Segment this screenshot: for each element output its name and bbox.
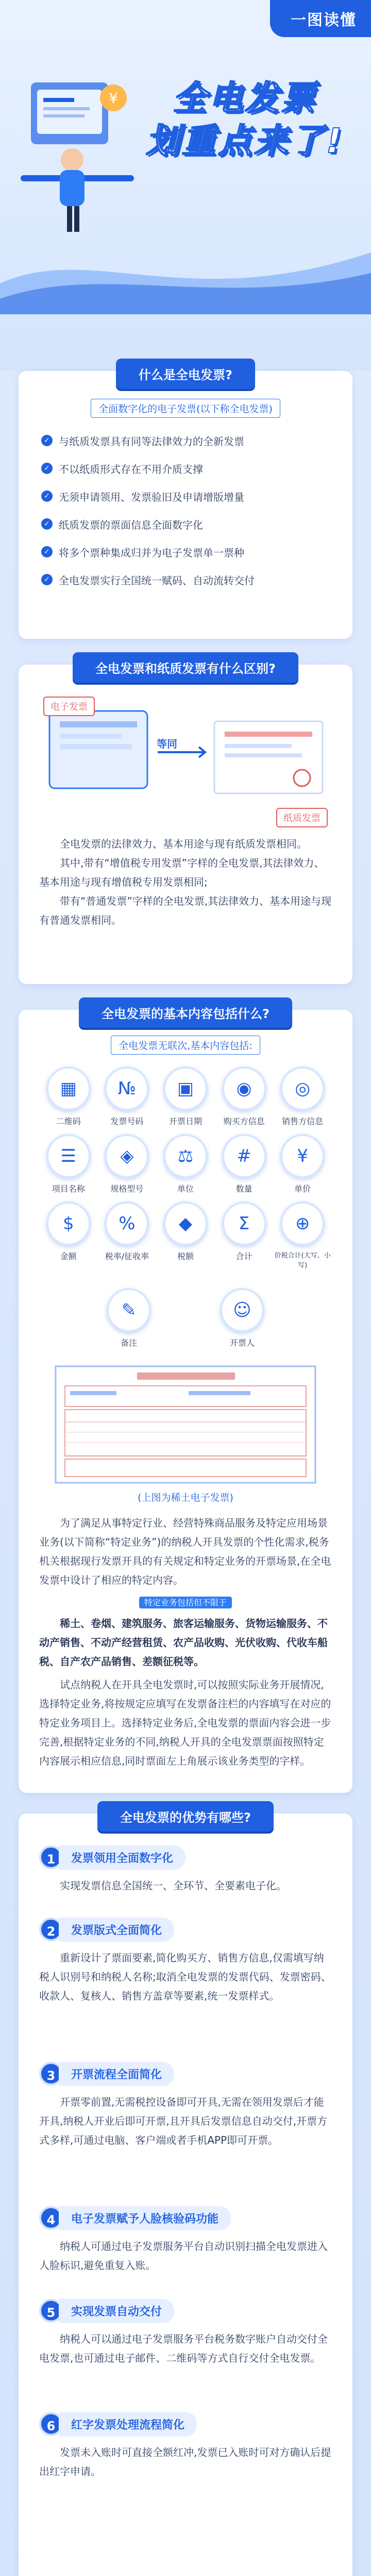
content-item: ☺ 开票人 (211, 1288, 273, 1348)
rare-earth-invoice-image (55, 1365, 316, 1484)
drawer-icon: ☺ (220, 1288, 264, 1332)
feature-list (41, 427, 334, 594)
content-item: ⚖ 单位 (156, 1134, 215, 1194)
advantage-item: 2 发票版式全面简化 重新设计了票面要素,简化购买方、销售方信息,仅需填写纳税人识别号和纳税人名称;取消全电发票的发票代码、发票密码、收款人、复核人、销售方盖章等要素,统一发票样式。 (39, 1917, 332, 2006)
buyer-icon: ◉ (222, 1066, 266, 1111)
item-name-icon: ☰ (46, 1134, 91, 1178)
hero-illustration (10, 62, 144, 237)
tax-rate-icon: % (105, 1201, 149, 1246)
qrcode-icon: ▦ (46, 1066, 91, 1111)
electronic-invoice-label: 电子发票 (43, 697, 95, 716)
no-copies-tag: 全电发票无联次,基本内容包括: (111, 1036, 260, 1055)
check-icon: ✓ (41, 490, 53, 502)
content-item: # 数量 (215, 1134, 274, 1194)
special-business-tag: 特定业务包括但不限于 (139, 1597, 232, 1608)
check-icon: ✓ (41, 463, 53, 474)
section-advantages (19, 1810, 352, 2576)
list-item: ✓ 纸质发票的票面信息全面数字化 (41, 510, 334, 538)
content-item: ▣ 开票日期 (156, 1066, 215, 1127)
advantage-item: 6 红字发票处理流程简化 发票未入账时可直接全额红冲,发票已入账时可对方确认后提出红字申请。 (39, 2411, 332, 2481)
hero-ribbon-decoration (0, 222, 371, 314)
content-item: № 发票号码 (98, 1066, 157, 1127)
advantage-item: 3 开票流程全面简化 开票零前置,无需税控设备即可开具,无需在领用发票后才能开具,纳税人开业后即可开票,且开具后发票信息自动交付,开票方式多样,可通过电脑、客户端或者手机APP即可开票。 (39, 2061, 332, 2150)
content-item: ⊕ 价税合计(大写、小写) (273, 1201, 332, 1269)
content-item: ▦ 二维码 (39, 1066, 98, 1127)
difference-text: 全电发票的法律效力、基本用途与现有纸质发票相同。 其中,带有“增值税专用发票”字样的全电发票,其法律效力、基本用途与现有增值税专用发票相同; 带有“普通发票”字样的全电发票,其法律效力、基本用途与现有普通发票相同。 (39, 838, 332, 926)
content-item: ◉ 购买方信息 (215, 1066, 274, 1127)
hero-title-line1: 全电发票 (173, 78, 317, 118)
total-icon: Σ (222, 1201, 266, 1246)
list-item: ✓ 将多个票种集成归并为电子发票单一票种 (41, 538, 334, 566)
total-tax-icon: ⊕ (280, 1201, 325, 1246)
content-item: Σ 合计 (215, 1201, 274, 1269)
content-item: ◎ 销售方信息 (273, 1066, 332, 1127)
content-item: % 税率/征收率 (98, 1201, 157, 1269)
definition-box: 全面数字化的电子发票(以下称全电发票) (91, 399, 280, 418)
hero-banner (0, 0, 371, 371)
content-item: ◆ 税额 (156, 1201, 215, 1269)
section-difference (19, 662, 352, 984)
seller-icon: ◎ (280, 1066, 325, 1111)
content-item: ✎ 备注 (98, 1288, 160, 1348)
section-contents (19, 1007, 352, 1793)
content-item: $ 金额 (39, 1201, 98, 1269)
price-icon: ¥ (280, 1134, 325, 1178)
content-item: ☰ 项目名称 (39, 1134, 98, 1194)
svg-text:¥: ¥ (109, 90, 118, 107)
date-icon: ▣ (163, 1066, 208, 1111)
unit-icon: ⚖ (163, 1134, 208, 1178)
section-title-what-is: 什么是全电发票? (116, 359, 255, 389)
list-item: ✓ 与纸质发票具有同等法律效力的全新发票 (41, 427, 334, 454)
list-item: ✓ 不以纸质形式存在不用介质支撑 (41, 454, 334, 482)
equal-label: 等同 (157, 738, 177, 750)
check-icon: ✓ (41, 574, 53, 585)
content-icon-row-last (98, 1288, 273, 1348)
hero-title-line2: 划重点来了! (145, 121, 344, 161)
section-title-contents: 全电发票的基本内容包括什么? (79, 997, 292, 1028)
check-icon: ✓ (41, 518, 53, 530)
advantage-item: 5 实现发票自动交付 纳税人可以通过电子发票服务平台税务数字账户自动交付全电发票,也可通过电子邮件、二维码等方式自行交付全电发票。 (39, 2298, 332, 2368)
check-icon: ✓ (41, 546, 53, 557)
content-item: ◈ 规格型号 (98, 1134, 157, 1194)
special-business-text: 为了满足从事特定行业、经营特殊商品服务及特定应用场景业务(以下简称“特定业务”)的纳税人开具发票的个性化需求,税务机关根据现行发票开具的有关规定和特定业务的开票场景,在全电发票中设计了相应的特定内容。 特定业务包括但不限于 稀土、卷烟、建筑服务、旅客运输服务、货物运输服务、不动产销售、不动产经营租赁、农产品收购、光伏收购、代收车船税、自产农产品销售、差额征税等。 试点纳税人在开具全电发票时,可以按照实际业务开展情况,选择特定业务,将按规定应填写在发票备注栏的内容填写在对应的特定业务项目上。选择特定业务后,全电发票的票面内容会进一步完善,根据特定业务的不同,纳税人开具的全电发票票面按照特定内容展示相应信息,同时票面左上角展示该业务类型的字样。 (39, 1517, 331, 1767)
advantage-item: 4 电子发票赋予人脸核验码功能 纳税人可通过电子发票服务平台自动识别扫描全电发票进入人脸标识,避免重复入账。 (39, 2205, 332, 2275)
hero-title (131, 77, 358, 162)
section-title-difference: 全电发票和纸质发票有什么区别? (73, 652, 298, 683)
content-icon-grid (39, 1066, 332, 1269)
amount-icon: $ (46, 1201, 91, 1246)
quantity-icon: # (222, 1134, 266, 1178)
list-item: ✓ 全电发票实行全国统一赋码、自动流转交付 (41, 566, 334, 594)
content-item: ¥ 单价 (273, 1134, 332, 1194)
section-what-is (19, 368, 352, 639)
list-item: ✓ 无须申请领用、发票验旧及申请增版增量 (41, 482, 334, 510)
invoice-number-icon: № (105, 1066, 149, 1111)
tax-amount-icon: ◆ (163, 1201, 208, 1246)
advantage-item: 1 发票领用全面数字化 实现发票信息全国统一、全环节、全要素电子化。 (39, 1844, 332, 1895)
remark-icon: ✎ (107, 1288, 151, 1332)
header-tag: 一图读懂 (270, 0, 371, 37)
spec-icon: ◈ (105, 1134, 149, 1178)
paper-invoice-label: 纸质发票 (276, 808, 328, 827)
check-icon: ✓ (41, 435, 53, 446)
invoice-caption: (上图为稀土电子发票) (138, 1492, 233, 1503)
section-title-advantages: 全电发票的优势有哪些? (97, 1801, 274, 1832)
